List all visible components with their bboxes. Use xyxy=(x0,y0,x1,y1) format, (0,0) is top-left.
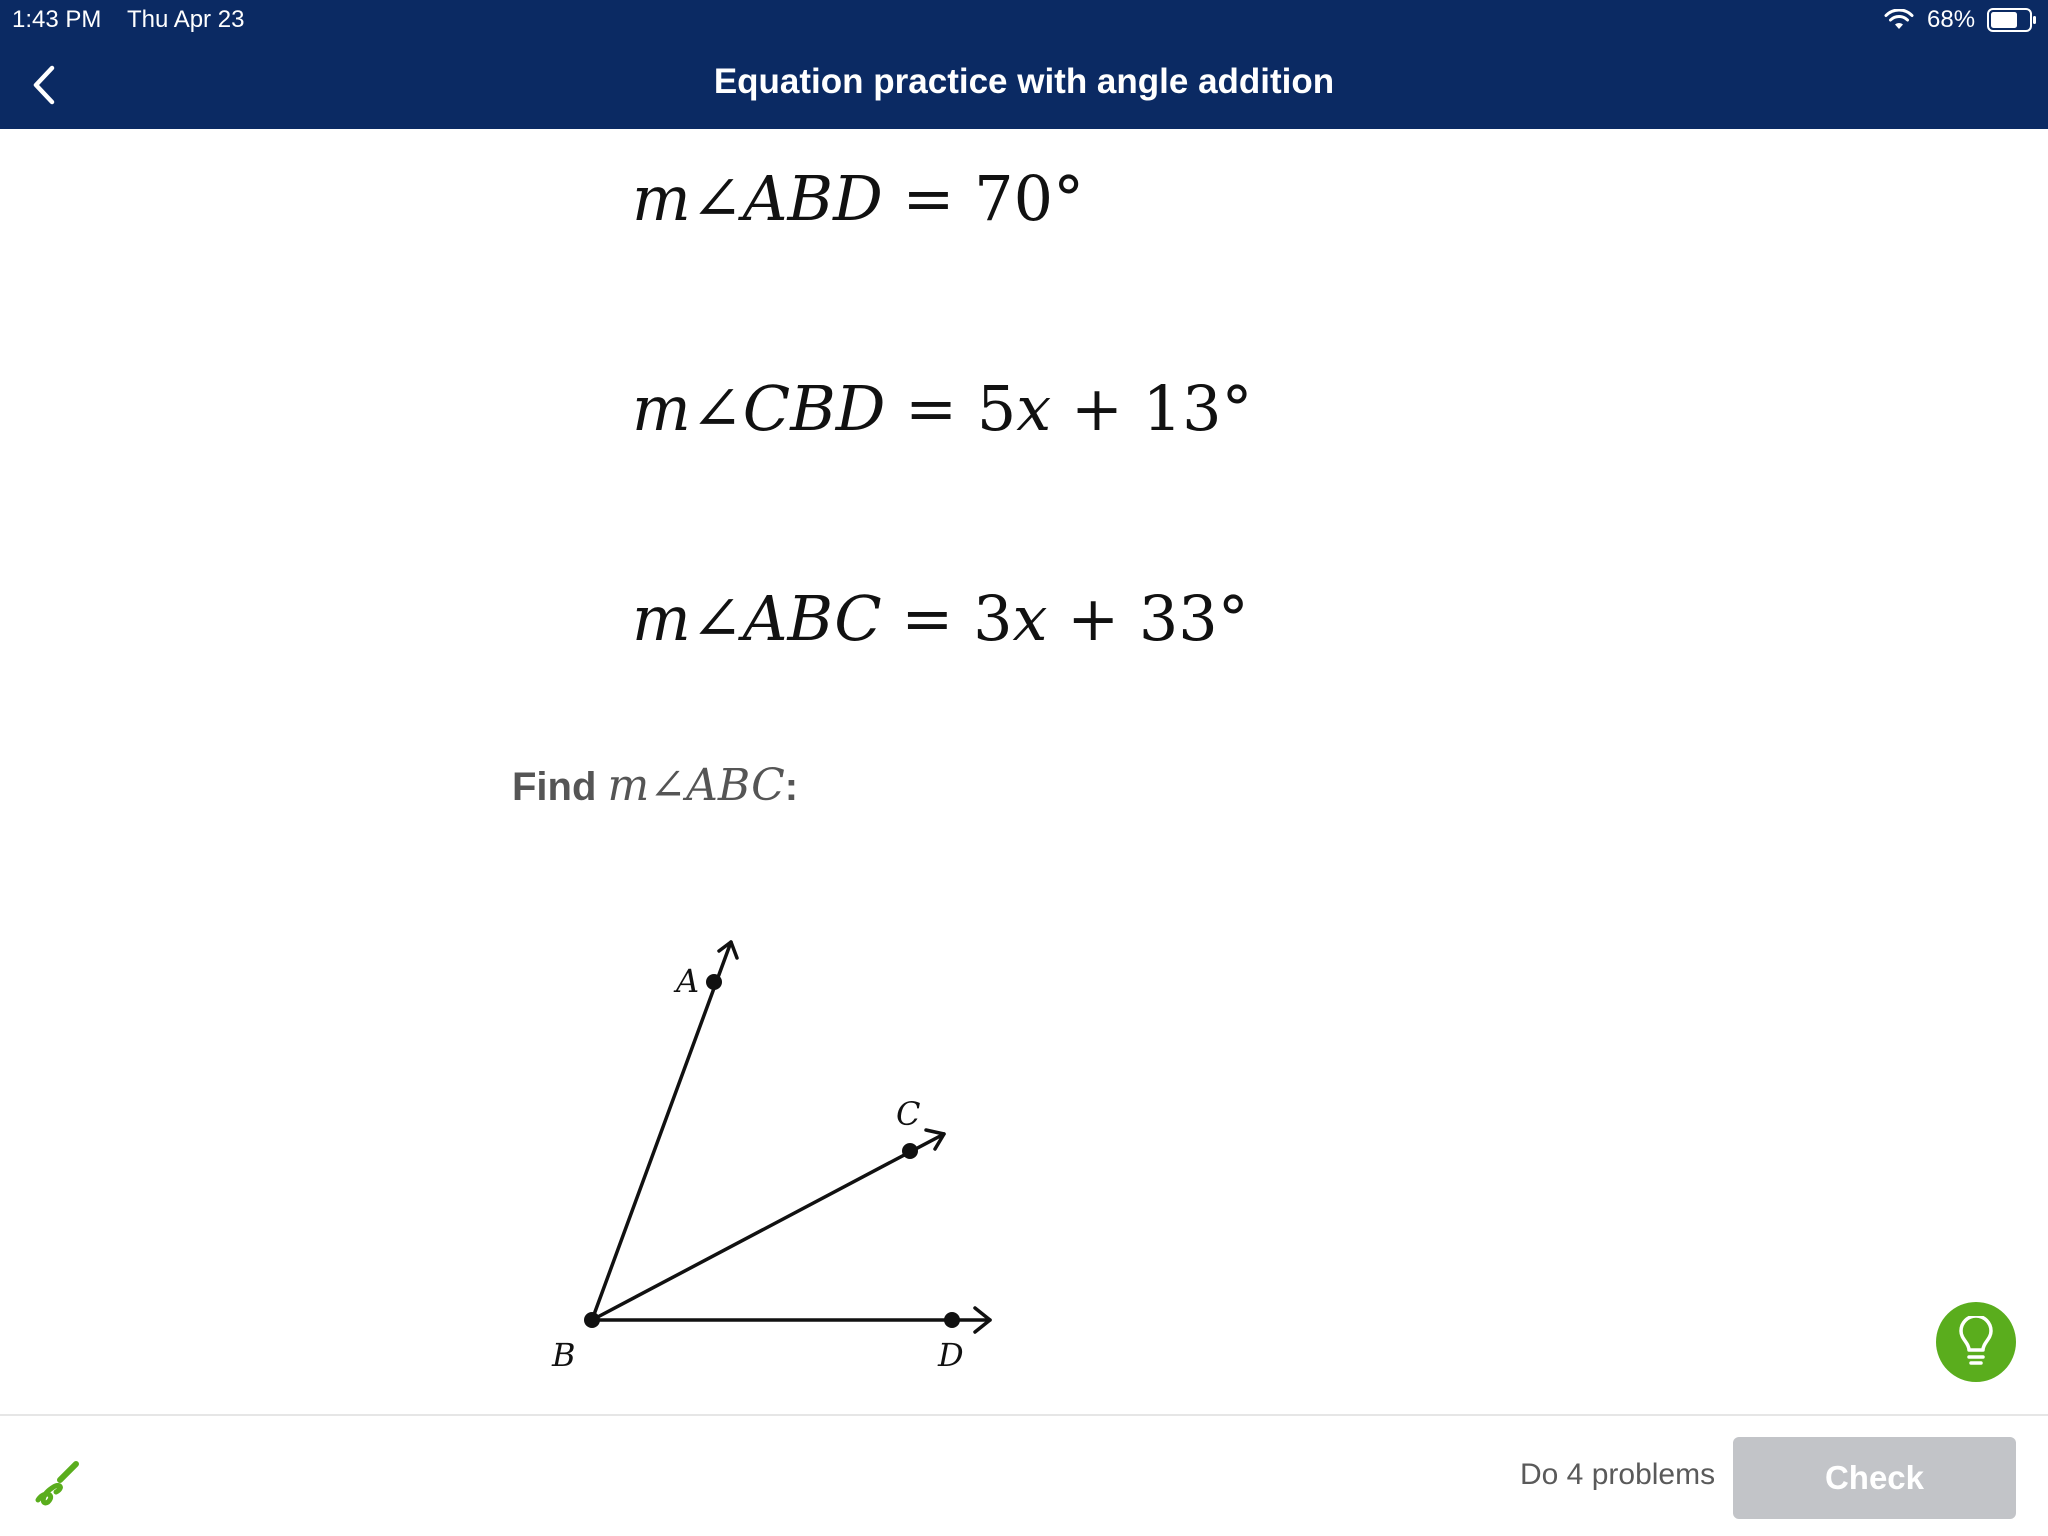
question-prompt xyxy=(512,760,798,811)
prompt-word: Find xyxy=(512,765,597,809)
equation-abc: m∠ABC = 3x + 33° xyxy=(632,582,1249,655)
battery-icon xyxy=(1987,8,2037,32)
scratchpad-button[interactable] xyxy=(24,1450,88,1514)
status-time: 1:43 PM xyxy=(12,6,102,33)
angle-diagram xyxy=(520,920,1040,1380)
prompt-math: m∠ABC xyxy=(607,760,785,811)
prompt-colon: : xyxy=(784,765,799,809)
status-date: Thu Apr 23 xyxy=(127,6,245,33)
wifi-icon xyxy=(1884,9,1914,31)
point-c xyxy=(902,1143,918,1159)
label-a: A xyxy=(676,962,700,1000)
lightbulb-icon xyxy=(1956,1316,1996,1368)
point-d xyxy=(944,1312,960,1328)
label-c: C xyxy=(896,1095,921,1133)
point-a xyxy=(706,974,722,990)
point-b xyxy=(584,1312,600,1328)
label-b: B xyxy=(552,1336,576,1374)
check-button[interactable]: Check xyxy=(1733,1437,2016,1519)
hint-button[interactable] xyxy=(1936,1302,2016,1382)
equation-cbd: m∠CBD = 5x + 13° xyxy=(632,372,1253,445)
battery-percentage: 68% xyxy=(1927,6,1976,33)
footer-bar xyxy=(0,1414,2048,1536)
ray-ba xyxy=(592,942,731,1320)
scratchpad-pencil-icon xyxy=(30,1456,82,1508)
ray-bc xyxy=(592,1134,944,1320)
top-bar xyxy=(0,0,2048,129)
label-d: D xyxy=(938,1336,964,1374)
progress-text: Do 4 problems xyxy=(1520,1458,1716,1491)
equation-abd: m∠ABD = 70° xyxy=(632,162,1085,235)
page-title: Equation practice with angle addition xyxy=(713,62,1335,101)
